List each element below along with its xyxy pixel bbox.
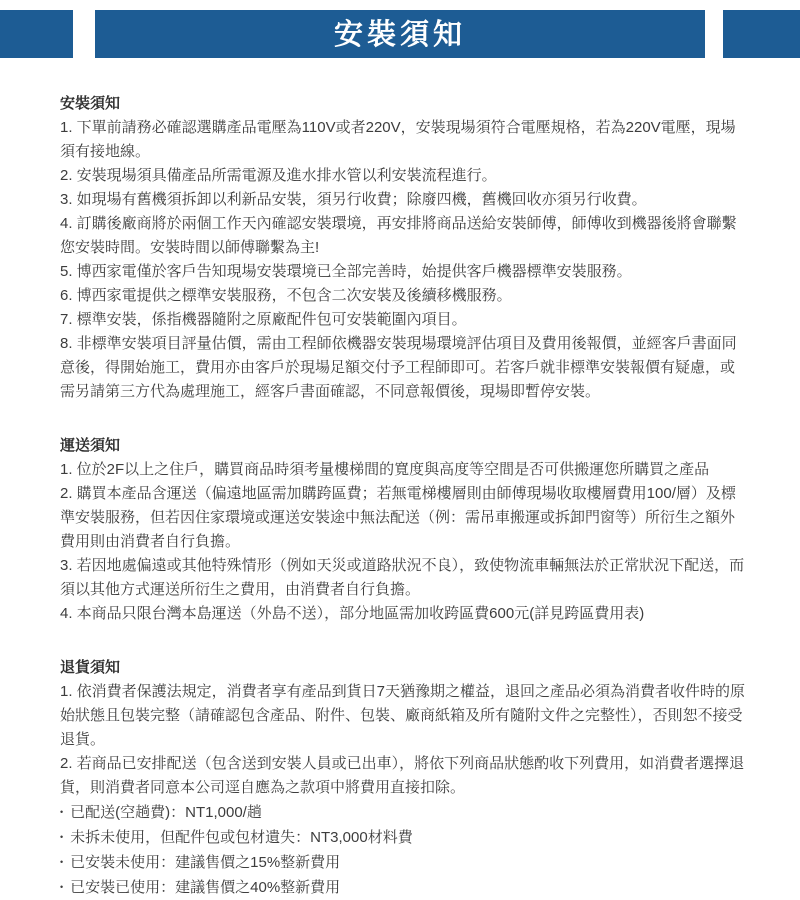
header-banner bbox=[0, 10, 800, 58]
bullet-text: 已配送(空趟費)：NT1,000/趟 bbox=[70, 804, 262, 821]
section-returns bbox=[60, 656, 748, 900]
notice-item: 5. 博西家電僅於客戶告知現場安裝環境已全部完善時，始提供客戶機器標準安裝服務。 bbox=[60, 263, 632, 280]
notice-item: 2. 購買本產品含運送（偏遠地區需加購跨區費；若無電梯樓層則由師傅現場收取樓層費用100/層）及標準安裝服務，但若因住家環境或運送安裝途中無法配送（例：需吊車搬運或拆卸門窗等）所衍生之額外費用則由消費者自行負擔。 bbox=[60, 485, 736, 550]
bullet-item bbox=[60, 875, 748, 900]
notice-content bbox=[0, 58, 800, 900]
bullet-icon: • bbox=[60, 832, 64, 842]
bullet-icon: • bbox=[60, 882, 64, 892]
notice-item: 4. 訂購後廠商將於兩個工作天內確認安裝環境，再安排將商品送給安裝師傅，師傅收到機器後將會聯繫您安裝時間。安裝時間以師傅聯繫為主! bbox=[60, 215, 737, 256]
banner-right-block bbox=[723, 10, 800, 58]
notice-item: 3. 若因地處偏遠或其他特殊情形（例如天災或道路狀況不良），致使物流車輛無法於正常狀況下配送，而須以其他方式運送所衍生之費用，由消費者自行負擔。 bbox=[60, 557, 745, 598]
section-heading: 退貨須知 bbox=[60, 659, 121, 676]
section-heading: 運送須知 bbox=[60, 437, 121, 454]
bullet-text: 未拆未使用，但配件包或包材遺失：NT3,000材料費 bbox=[70, 829, 413, 846]
section-installation bbox=[60, 92, 748, 404]
bullet-text: 已安裝已使用：建議售價之40%整新費用 bbox=[70, 879, 341, 896]
banner-center bbox=[95, 10, 705, 58]
notice-item: 4. 本商品只限台灣本島運送（外島不送），部分地區需加收跨區費600元(詳見跨區費用表) bbox=[60, 605, 645, 622]
notice-item: 7. 標準安裝，係指機器隨附之原廠配件包可安裝範圍內項目。 bbox=[60, 311, 467, 328]
page-title: 安裝須知 bbox=[333, 18, 466, 51]
notice-item: 2. 安裝現場須具備產品所需電源及進水排水管以利安裝流程進行。 bbox=[60, 167, 497, 184]
notice-item: 8. 非標準安裝項目評量估價，需由工程師依機器安裝現場環境評估項目及費用後報價，並經客戶書面同意後，得開始施工，費用亦由客戶於現場足額交付予工程師即可。若客戶就非標準安裝報價有疑慮，或需另請第三方代為處理施工，經客戶書面確認，不同意報價後，現場即暫停安裝。 bbox=[60, 335, 737, 400]
banner-left-block bbox=[0, 10, 73, 58]
bullet-item bbox=[60, 800, 748, 825]
banner-gap-left bbox=[73, 10, 95, 58]
notice-item: 6. 博西家電提供之標準安裝服務，不包含二次安裝及後續移機服務。 bbox=[60, 287, 512, 304]
bullet-text: 已安裝未使用：建議售價之15%整新費用 bbox=[70, 854, 341, 871]
section-shipping bbox=[60, 434, 748, 626]
banner-gap-right bbox=[705, 10, 723, 58]
bullet-icon: • bbox=[60, 857, 64, 867]
notice-item: 3. 如現場有舊機須拆卸以利新品安裝，須另行收費；除廢四機，舊機回收亦須另行收費。 bbox=[60, 191, 647, 208]
bullet-icon: • bbox=[60, 807, 64, 817]
notice-item: 1. 位於2F以上之住戶，購買商品時須考量樓梯間的寬度與高度等空間是否可供搬運您所購買之產品 bbox=[60, 461, 710, 478]
notice-item: 1. 依消費者保護法規定，消費者享有產品到貨日7天猶豫期之權益，退回之產品必須為消費者收件時的原始狀態且包裝完整（請確認包含產品、附件、包裝、廠商紙箱及所有隨附文件之完整性），否則恕不接受退貨。 bbox=[60, 683, 746, 748]
section-heading: 安裝須知 bbox=[60, 95, 121, 112]
notice-item: 1. 下單前請務必確認選購產品電壓為110V或者220V，安裝現場須符合電壓規格，若為220V電壓，現場須有接地線。 bbox=[60, 119, 736, 160]
notice-item: 2. 若商品已安排配送（包含送到安裝人員或已出車），將依下列商品狀態酌收下列費用，如消費者選擇退貨，則消費者同意本公司逕自應為之款項中將費用直接扣除。 bbox=[60, 755, 745, 796]
bullet-item bbox=[60, 825, 748, 850]
bullet-item bbox=[60, 850, 748, 875]
